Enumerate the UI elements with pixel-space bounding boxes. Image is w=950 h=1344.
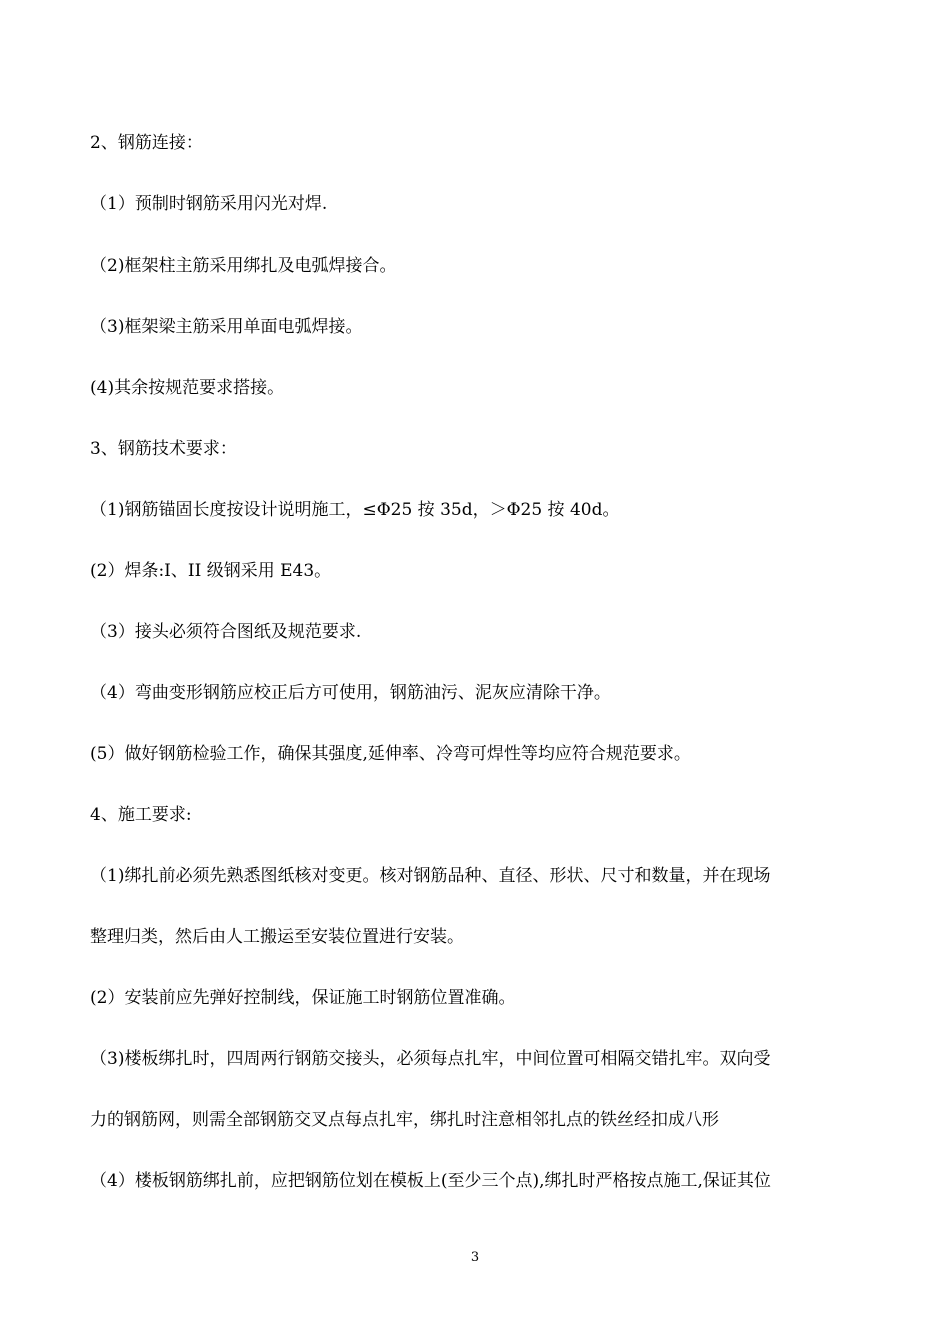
page-number: 3: [470, 1250, 480, 1265]
technical-item-5: (5）做好钢筋检验工作，确保其强度,延伸率、冷弯可焊性等均应符合规范要求。: [90, 744, 691, 764]
connection-item-2: （2)框架柱主筋采用绑扎及电弧焊接合。: [90, 256, 397, 276]
construction-item-4-line-1: （4）楼板钢筋绑扎前，应把钢筋位划在模板上(至少三个点),绑扎时严格按点施工,保证其位: [90, 1171, 771, 1191]
heading-rebar-connection: 2、钢筋连接：: [90, 133, 203, 153]
technical-item-2: (2）焊条:I、II 级钢采用 E43。: [90, 561, 332, 581]
construction-item-3-line-2: 力的钢筋网，则需全部钢筋交叉点每点扎牢，绑扎时注意相邻扎点的铁丝经扣成八形: [90, 1110, 719, 1130]
technical-item-3: （3）接头必须符合图纸及规范要求.: [90, 622, 362, 642]
connection-item-4: (4)其余按规范要求搭接。: [90, 378, 285, 398]
connection-item-3: （3)框架梁主筋采用单面电弧焊接。: [90, 317, 363, 337]
connection-item-1: （1）预制时钢筋采用闪光对焊.: [90, 194, 328, 214]
construction-item-3-line-1: （3)楼板绑扎时，四周两行钢筋交接头，必须每点扎牢，中间位置可相隔交错扎牢。双向受: [90, 1049, 771, 1069]
construction-item-2: (2）安装前应先弹好控制线，保证施工时钢筋位置准确。: [90, 988, 516, 1008]
technical-item-1: （1)钢筋锚固长度按设计说明施工，≤Φ25 按 35d，＞Φ25 按 40d。: [90, 500, 620, 520]
heading-rebar-technical-requirements: 3、钢筋技术要求：: [90, 439, 237, 459]
construction-item-1-line-2: 整理归类，然后由人工搬运至安装位置进行安装。: [90, 927, 464, 947]
technical-item-4: （4）弯曲变形钢筋应校正后方可使用，钢筋油污、泥灰应清除干净。: [90, 683, 611, 703]
heading-construction-requirements: 4、施工要求:: [90, 805, 192, 825]
construction-item-1-line-1: （1)绑扎前必须先熟悉图纸核对变更。核对钢筋品种、直径、形状、尺寸和数量，并在现场: [90, 866, 771, 886]
